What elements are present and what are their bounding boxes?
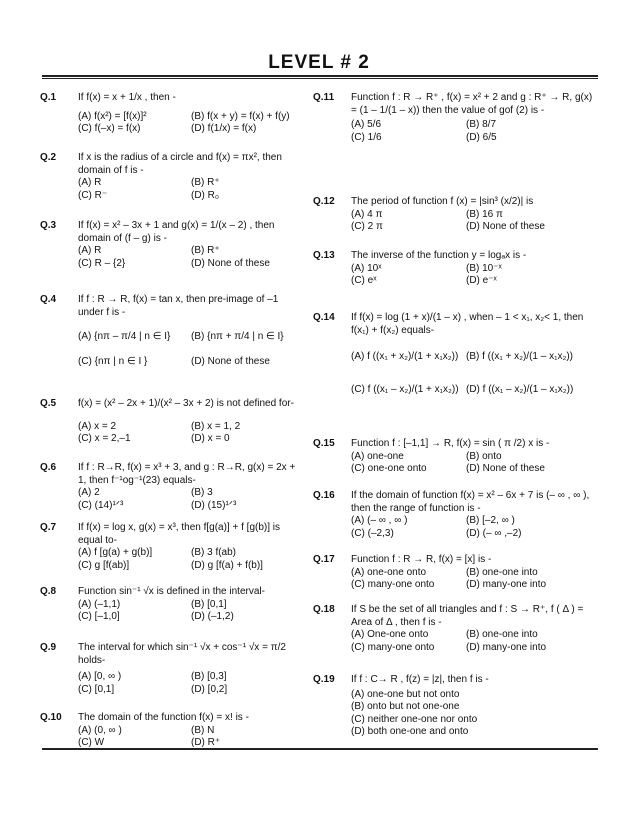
question-number: Q.7 bbox=[40, 522, 57, 533]
option-c: (C) many-one onto bbox=[351, 579, 435, 590]
option-a: (A) f [g(a) + g(b)] bbox=[78, 547, 153, 558]
option-b: (B) R⁺ bbox=[191, 177, 220, 188]
question-stem: The inverse of the function y = logₐx is - bbox=[351, 250, 527, 261]
option-a: (A) (– ∞ , ∞ ) bbox=[351, 515, 408, 526]
option-b: (B) f(x + y) = f(x) + f(y) bbox=[191, 110, 290, 122]
option-d: (D) None of these bbox=[466, 463, 545, 474]
option-c: (C) many-one onto bbox=[351, 641, 435, 653]
question-stem: If the domain of function f(x) = x² – 6x + 7 is (– ∞ , ∞ ), then the range of function is - bbox=[351, 490, 590, 514]
question-stem: Function f : R → R⁺ , f(x) = x² + 2 and g : R⁺ → R, g(x) = (1 – 1/(1 – x)) then the value of gof (2) is - bbox=[351, 92, 593, 116]
option-b: (B) 16 π bbox=[466, 208, 503, 220]
option-a: (A) [0, ∞ ) bbox=[78, 671, 122, 682]
question-stem: If f(x) = log x, g(x) = x³, then f[g(a)] + f [g(b)] is equal to- bbox=[78, 522, 281, 546]
option-b: (B) N bbox=[191, 724, 215, 736]
question-stem: f(x) = (x² – 2x + 1)/(x² – 3x + 2) is not defined for- bbox=[78, 398, 294, 409]
option-d: (D) 6/5 bbox=[466, 131, 497, 143]
option-b: (B) x = 1, 2 bbox=[191, 420, 241, 432]
option-a: (A) one-one bbox=[351, 450, 404, 462]
option-c: (C) [0,1] bbox=[78, 683, 115, 695]
option-a: (A) 2 bbox=[78, 487, 100, 498]
option-d: (D) g [f(a) + f(b)] bbox=[191, 559, 263, 571]
question-number: Q.8 bbox=[40, 586, 57, 597]
question-number: Q.11 bbox=[313, 92, 335, 103]
option-c: (C) (14)¹ᐟ³ bbox=[78, 499, 124, 511]
option-c: (C) one-one onto bbox=[351, 463, 427, 474]
question-stem: If f : R→R, f(x) = x³ + 3, and g : R→R, g(x) = 2x + 1, then f⁻¹og⁻¹(23) equals- bbox=[78, 462, 296, 486]
option-c: (C) 2 π bbox=[351, 221, 383, 232]
question-number: Q.5 bbox=[40, 398, 57, 409]
question-stem: If x is the radius of a circle and f(x) = πx², then domain of f is - bbox=[78, 152, 282, 176]
question-number: Q.14 bbox=[313, 312, 335, 323]
option-a: (A) One-one onto bbox=[351, 629, 429, 640]
option-d: (D) e⁻ˣ bbox=[466, 275, 497, 286]
option-c: (C) f(–x) = f(x) bbox=[78, 123, 141, 134]
option-b: (B) 10⁻ˣ bbox=[466, 262, 502, 274]
option-c: (C) R⁻ bbox=[78, 189, 108, 201]
question-number: Q.9 bbox=[40, 642, 57, 653]
option-a: (A) one-one onto bbox=[351, 566, 427, 578]
option-b: (B) [0,3] bbox=[191, 671, 227, 682]
option-a: (A) (0, ∞ ) bbox=[78, 724, 122, 736]
question-number: Q.2 bbox=[40, 152, 57, 163]
question-stem: The domain of the function f(x) = x! is - bbox=[78, 712, 249, 723]
page-title: LEVEL # 2 bbox=[268, 52, 370, 73]
option-b: (B) R⁺ bbox=[191, 245, 220, 256]
option-d: (D) f(1/x) = f(x) bbox=[191, 123, 257, 134]
option-c: (C) W bbox=[78, 737, 105, 748]
bottom-rule bbox=[42, 748, 598, 750]
question-number: Q.13 bbox=[313, 250, 335, 261]
option-c: (C) g [f(ab)] bbox=[78, 559, 130, 571]
question-stem: If f : C→ R , f(z) = |z|, then f is - bbox=[351, 674, 489, 685]
option-c: (C) (–2,3) bbox=[351, 527, 394, 539]
option-d: (D) [0,2] bbox=[191, 683, 228, 695]
option-b: (B) one-one into bbox=[466, 629, 538, 640]
option-d: (D) (15)¹ᐟ³ bbox=[191, 499, 237, 511]
option-b: (B) onto bbox=[466, 450, 502, 462]
option-c: (C) R – {2} bbox=[78, 257, 126, 269]
option-c: (C) f ((x₁ – x₂)/(1 + x₁x₂)) bbox=[351, 383, 459, 395]
option-b: (B) [0,1] bbox=[191, 598, 227, 610]
question-stem: The interval for which sin⁻¹ √x + cos⁻¹ √x = π/2 holds- bbox=[78, 642, 286, 666]
question-stem: If f(x) = log (1 + x)/(1 – x) , when – 1 < x₁, x₂< 1, then f(x₁) + f(x₂) equals- bbox=[351, 312, 584, 336]
option-b: (B) onto but not one-one bbox=[351, 701, 460, 712]
title-rule bbox=[42, 75, 598, 77]
option-a: (A) 10ˣ bbox=[351, 262, 382, 274]
option-b: (B) [–2, ∞ ) bbox=[466, 515, 515, 526]
option-a: (A) f ((x₁ + x₂)/(1 + x₁x₂)) bbox=[351, 351, 459, 362]
option-b: (B) 8/7 bbox=[466, 119, 497, 130]
question-number: Q.3 bbox=[40, 220, 57, 231]
option-b: (B) {nπ + π/4 | n ∈ I} bbox=[191, 331, 284, 342]
option-c: (C) [–1,0] bbox=[78, 611, 120, 622]
option-d: (D) R⁺ bbox=[191, 737, 221, 748]
option-c: (C) {nπ | n ∈ I } bbox=[78, 355, 148, 367]
option-d: (D) many-one into bbox=[466, 579, 547, 590]
option-a: (A) 4 π bbox=[351, 208, 383, 220]
question-number: Q.10 bbox=[40, 712, 62, 723]
question-number: Q.19 bbox=[313, 674, 335, 685]
question-number: Q.18 bbox=[313, 604, 335, 615]
question-number: Q.6 bbox=[40, 462, 57, 473]
option-c: (C) eˣ bbox=[351, 275, 377, 286]
option-d: (D) (– ∞ ,–2) bbox=[466, 527, 522, 539]
option-a: (A) one-one but not onto bbox=[351, 688, 460, 700]
option-b: (B) 3 f(ab) bbox=[191, 547, 237, 558]
option-a: (A) {nπ – π/4 | n ∈ I} bbox=[78, 331, 171, 342]
question-number: Q.1 bbox=[40, 92, 57, 103]
option-d: (D) None of these bbox=[191, 355, 270, 367]
option-d: (D) f ((x₁ – x₂)/(1 – x₁x₂)) bbox=[466, 383, 574, 395]
question-stem: Function f : [–1,1] → R, f(x) = sin ( π /2) x is - bbox=[351, 438, 550, 449]
question-number: Q.16 bbox=[313, 490, 335, 501]
question-stem: If f(x) = x + 1/x , then - bbox=[78, 92, 176, 103]
option-a: (A) x = 2 bbox=[78, 420, 117, 432]
option-d: (D) None of these bbox=[466, 221, 545, 232]
option-c: (C) x = 2,–1 bbox=[78, 433, 131, 444]
option-a: (A) 5/6 bbox=[351, 119, 382, 130]
option-b: (B) one-one into bbox=[466, 566, 538, 578]
question-number: Q.17 bbox=[313, 554, 335, 565]
option-d: (D) None of these bbox=[191, 257, 270, 269]
question-stem: Function f : R → R, f(x) = [x] is - bbox=[351, 554, 492, 565]
question-stem: If f(x) = x² – 3x + 1 and g(x) = 1/(x – 2) , then domain of (f – g) is - bbox=[78, 220, 275, 244]
option-d: (D) many-one into bbox=[466, 641, 547, 653]
question-stem: If f : R → R, f(x) = tan x, then pre-image of –1 under f is - bbox=[78, 294, 279, 318]
option-b: (B) f ((x₁ + x₂)/(1 – x₁x₂)) bbox=[466, 351, 574, 362]
option-a: (A) f(x²) = [f(x)]² bbox=[78, 110, 147, 122]
question-number: Q.4 bbox=[40, 294, 57, 305]
option-d: (D) both one-one and onto bbox=[351, 726, 469, 737]
question-stem: The period of function f (x) = |sin³ (x/2)| is bbox=[351, 196, 534, 207]
option-c: (C) neither one-one nor onto bbox=[351, 713, 478, 725]
option-b: (B) 3 bbox=[191, 487, 213, 498]
question-number: Q.12 bbox=[313, 196, 335, 207]
question-stem: Function sin⁻¹ √x is defined in the interval- bbox=[78, 586, 265, 597]
option-d: (D) (–1,2) bbox=[191, 611, 234, 622]
option-a: (A) R bbox=[78, 177, 102, 188]
option-c: (C) 1/6 bbox=[351, 131, 382, 143]
question-number: Q.15 bbox=[313, 438, 335, 449]
option-d: (D) R₀ bbox=[191, 189, 220, 201]
option-d: (D) x = 0 bbox=[191, 433, 230, 444]
title-rule-2 bbox=[42, 78, 598, 79]
question-stem: If S be the set of all triangles and f : S → R⁺, f ( Δ ) = Area of Δ , then f is - bbox=[351, 604, 584, 628]
option-a: (A) (–1,1) bbox=[78, 598, 121, 610]
option-a: (A) R bbox=[78, 245, 102, 256]
